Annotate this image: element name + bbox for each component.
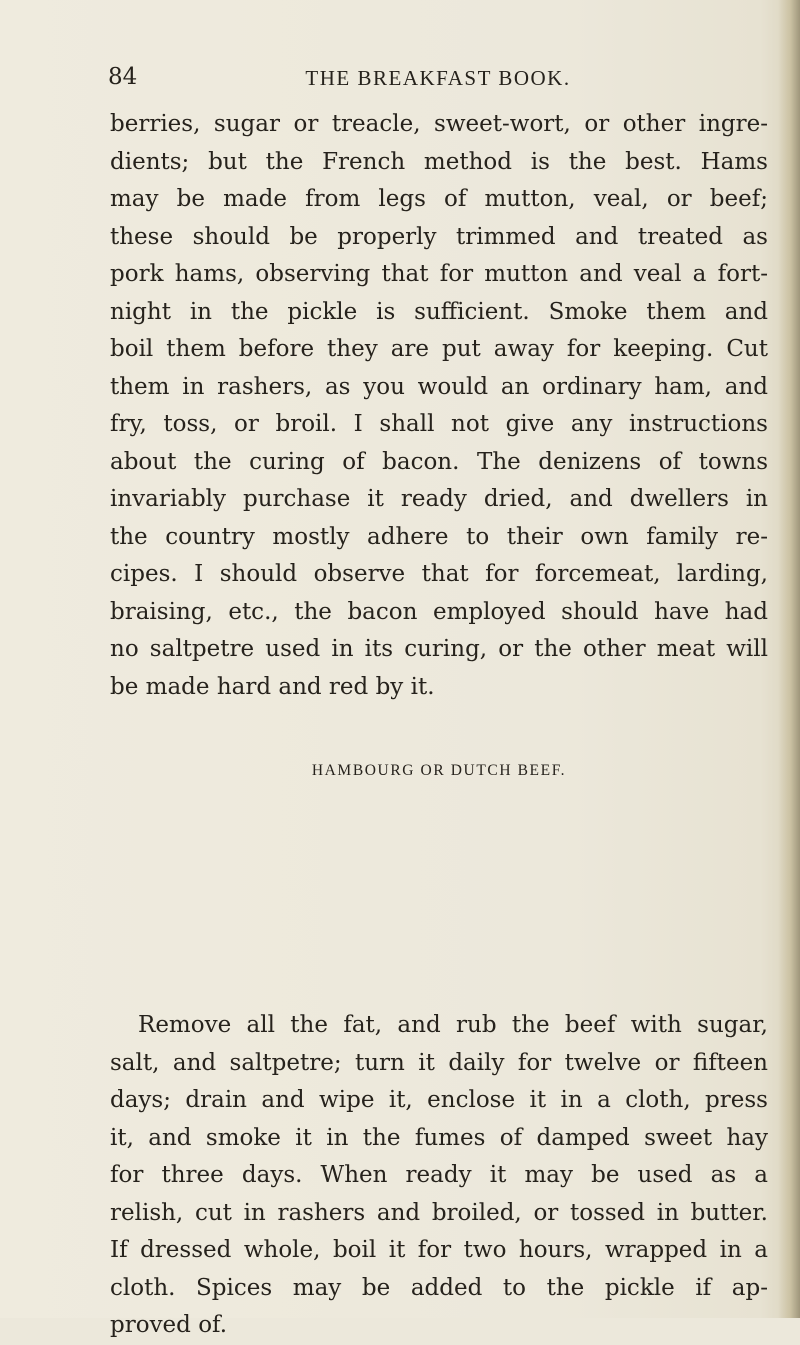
text-line: If dressed whole, boil it for two hours, wrapped in a [110, 1237, 768, 1263]
text-line: night in the pickle is sufficient. Smoke them and [110, 298, 768, 325]
text-line: them in rashers, as you would an ordinary ham, and [110, 373, 768, 400]
text-line: pork hams, observing that for mutton and veal a fort- [110, 261, 768, 287]
text-line: it, and smoke it in the fumes of damped sweet hay [110, 1124, 768, 1151]
text-line: braising, etc., the bacon employed should have had [110, 598, 768, 625]
text-line: berries, sugar or treacle, sweet-wort, or other ingre- [110, 111, 768, 137]
text-line: cloth. Spices may be added to the pickle if ap- [110, 1274, 768, 1301]
page-number: 84 [108, 64, 138, 90]
text-line: be made hard and red by it. [110, 673, 435, 700]
running-head: THE BREAKFAST BOOK. [305, 66, 571, 90]
text-line: boil them before they are put away for keeping. Cut [110, 336, 768, 362]
page-header [108, 64, 768, 94]
section-title: HAMBOURG OR DUTCH BEEF. [311, 762, 567, 779]
text-line: salt, and saltpetre; turn it daily for twelve or fifteen [110, 1049, 768, 1076]
text-line: for three days. When ready it may be used as a [110, 1162, 768, 1188]
text-line: cipes. I should observe that for forcemeat, larding, [110, 561, 768, 587]
text-line: may be made from legs of mutton, veal, or beef; [110, 186, 768, 212]
text-line: about the curing of bacon. The denizens of towns [110, 448, 768, 475]
text-line: no saltpetre used in its curing, or the other meat will [110, 636, 768, 662]
text-line: proved of. [110, 1312, 228, 1338]
text-line: Remove all the fat, and rub the beef with sugar, [138, 1012, 768, 1038]
text-line: days; drain and wipe it, enclose it in a cloth, press [110, 1087, 768, 1113]
paragraph-dutch-beef [110, 1007, 768, 1345]
text-line: these should be properly trimmed and treated as [110, 223, 768, 250]
text-line: dients; but the French method is the best. Hams [110, 148, 768, 175]
paragraph-bacon-hams [110, 106, 768, 706]
page-edge-shadow [778, 0, 800, 1318]
text-line: fry, toss, or broil. I shall not give any instructions [110, 411, 768, 437]
text-line: the country mostly adhere to their own family re- [110, 523, 768, 550]
text-line: relish, cut in rashers and broiled, or tossed in butter. [110, 1199, 768, 1226]
text-line: invariably purchase it ready dried, and dwellers in [110, 486, 768, 512]
